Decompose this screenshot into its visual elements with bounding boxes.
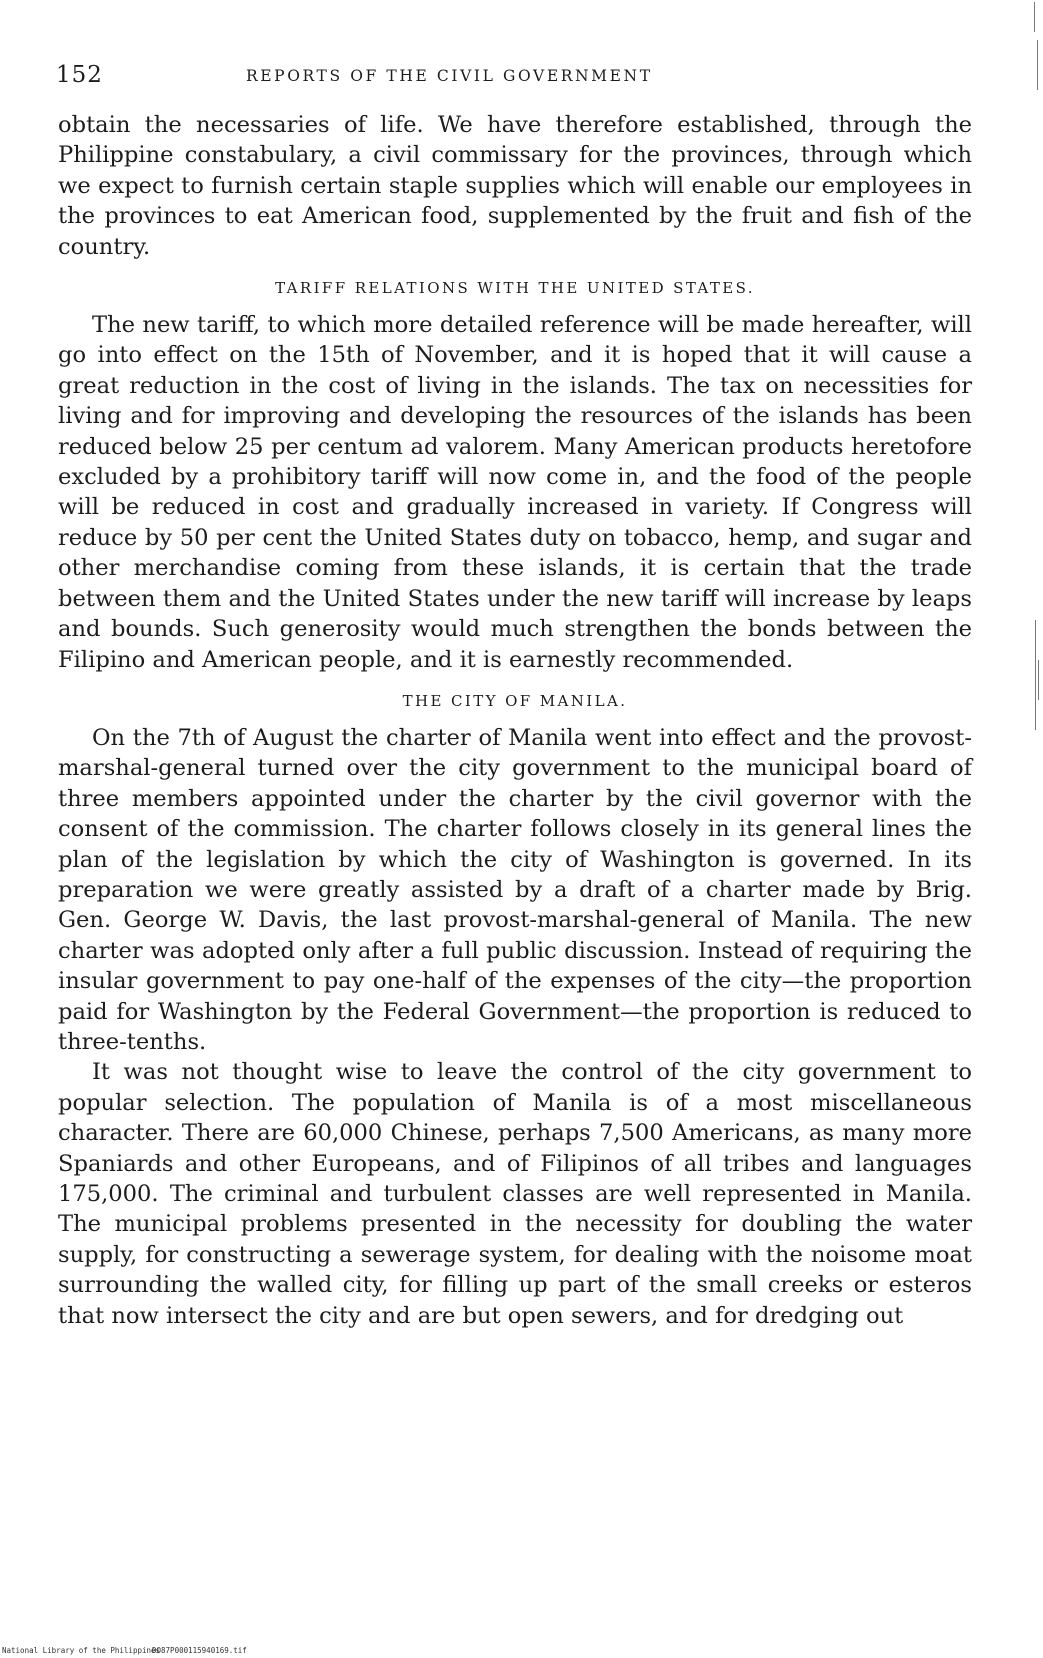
paragraph-manila-population: It was not thought wise to leave the control of the city government to popular selection. The population of Manila is of a most miscellaneous character. There are 60,000 Chinese, perhaps 7,500 Americans, as many more Spaniards and other Europeans, and of Filipinos of all tribes and languages 175,000. The criminal and turbulent classes are well represented in Manila. The municipal problems presented in the necessity for doubling the water supply, for constructing a sewerage system, for dealing with the noisome moat surrounding the walled city, for filling up part of the small creeks or esteros that now intersect the city and are but open sewers, and for dredging out — [58, 1059, 972, 1329]
paragraph-tariff: The new tariff, to which more detailed reference will be made hereafter, will go into effect on the 15th of November, and it is hoped that it will cause a great reduction in the cost of living in the islands. The tax on necessities for living and for improving and developing the resources of the islands has been reduced below 25 per centum ad valorem. Many American products heretofore excluded by a prohibitory tariff will now come in, and the food of the people will be reduced in cost and gradually increased in variety. If Congress will reduce by 50 per cent the United States duty on tobacco, hemp, and sugar and other merchandise coming from these islands, it is certain that the trade between them and the United States under the new tariff will increase by leaps and bounds. Such generosity would much strengthen the bonds between the Filipino and American people, and it is earnestly recommended. — [58, 312, 972, 673]
body-text — [58, 110, 972, 1331]
page-number: 152 — [56, 62, 103, 88]
paragraph-manila-charter: On the 7th of August the charter of Manila went into effect and the provost-marshal-general turned over the city government to the municipal board of three members appointed under the charter by the civil governor with the consent of the commission. The charter follows closely in its general lines the plan of the legislation by which the city of Washington is governed. In its preparation we were greatly assisted by a draft of a charter made by Brig. Gen. George W. Davis, the last provost-marshal-general of Manila. The new charter was adopted only after a full public discussion. Instead of requiring the insular government to pay one-half of the expenses of the city—the proportion paid for Washington by the Federal Government—the proportion is reduced to three-tenths. — [58, 724, 972, 1055]
footer-file-name: DO87P000115940169.tif — [152, 1646, 247, 1655]
section-heading-manila: THE CITY OF MANILA. — [402, 691, 628, 710]
running-head: REPORTS OF THE CIVIL GOVERNMENT — [246, 67, 653, 85]
footer-library-label: National Library of the Philippines — [2, 1646, 161, 1655]
section-heading-tariff: TARIFF RELATIONS WITH THE UNITED STATES. — [275, 279, 755, 298]
paragraph-civil-commissary: obtain the necessaries of life. We have therefore established, through the Philippine constabulary, a civil commissary for the provinces, through which we expect to furnish certain staple supplies which will enable our employees in the provinces to eat American food, supplemented by the fruit and fish of the country. — [58, 112, 972, 260]
page-header — [56, 62, 966, 96]
scan-footer — [0, 1644, 1043, 1658]
scan-edge-artifact — [1031, 0, 1043, 1658]
